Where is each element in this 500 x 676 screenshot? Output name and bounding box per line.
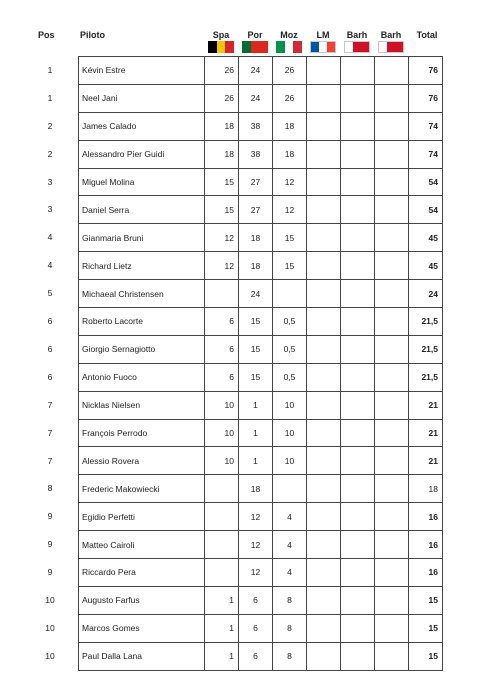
points-spa: 10 [205, 419, 239, 447]
points-por: 15 [239, 363, 273, 391]
points-spa: 1 [205, 614, 239, 642]
header-por: Por [247, 30, 263, 40]
position-label: 1 [47, 92, 53, 103]
header-spa: Spa [212, 30, 230, 40]
points-barh2 [375, 447, 409, 475]
points-barh1 [341, 252, 375, 280]
table-row [79, 224, 443, 252]
total-points: 21 [409, 419, 443, 447]
points-por: 12 [239, 559, 273, 587]
points-moz: 10 [273, 447, 307, 475]
points-moz [273, 475, 307, 503]
pilot-name: Giorgio Sernagiotto [79, 335, 205, 363]
points-moz: 4 [273, 559, 307, 587]
points-lm [307, 586, 341, 614]
flag-stripe [293, 41, 302, 53]
points-barh1 [341, 614, 375, 642]
table-row [79, 168, 443, 196]
total-points: 54 [409, 168, 443, 196]
standings-table [78, 56, 443, 671]
pilot-name: Miguel Molina [79, 168, 205, 196]
points-spa: 10 [205, 391, 239, 419]
table-row [79, 419, 443, 447]
points-por: 12 [239, 503, 273, 531]
total-points: 15 [409, 614, 443, 642]
points-barh2 [375, 168, 409, 196]
points-spa: 12 [205, 252, 239, 280]
points-lm [307, 531, 341, 559]
header-moz: Moz [280, 30, 298, 40]
pilot-name: Frederic Makowiecki [79, 475, 205, 503]
total-points: 21,5 [409, 363, 443, 391]
points-por: 18 [239, 475, 273, 503]
points-barh1 [341, 335, 375, 363]
points-por: 38 [239, 140, 273, 168]
pilot-name: Paul Dalla Lana [79, 642, 205, 670]
points-moz: 4 [273, 531, 307, 559]
points-lm [307, 559, 341, 587]
total-points: 15 [409, 642, 443, 670]
position-label: 3 [47, 204, 53, 215]
points-moz: 8 [273, 642, 307, 670]
points-barh2 [375, 112, 409, 140]
points-barh2 [375, 196, 409, 224]
points-barh2 [375, 84, 409, 112]
points-lm [307, 447, 341, 475]
points-barh1 [341, 559, 375, 587]
points-por: 27 [239, 196, 273, 224]
points-por: 1 [239, 419, 273, 447]
points-barh2 [375, 614, 409, 642]
points-barh2 [375, 140, 409, 168]
table-row [79, 503, 443, 531]
points-spa [205, 475, 239, 503]
position-label: 4 [47, 232, 53, 243]
header-pos: Pos [38, 30, 55, 40]
points-barh2 [375, 335, 409, 363]
points-spa: 1 [205, 642, 239, 670]
pilot-name: James Calado [79, 112, 205, 140]
points-barh2 [375, 531, 409, 559]
points-moz: 0,5 [273, 363, 307, 391]
points-lm [307, 224, 341, 252]
points-spa: 6 [205, 363, 239, 391]
pilot-name: Roberto Lacorte [79, 308, 205, 336]
points-barh1 [341, 642, 375, 670]
points-barh2 [375, 503, 409, 531]
points-spa [205, 559, 239, 587]
points-barh1 [341, 363, 375, 391]
table-row [79, 614, 443, 642]
table-row [79, 531, 443, 559]
points-spa: 6 [205, 335, 239, 363]
flag-stripe [379, 42, 387, 52]
table-row [79, 196, 443, 224]
points-por: 18 [239, 252, 273, 280]
table-row [79, 57, 443, 85]
header-total: Total [416, 30, 438, 40]
flag-stripe [311, 42, 319, 52]
points-barh2 [375, 559, 409, 587]
points-spa: 15 [205, 196, 239, 224]
points-spa: 1 [205, 586, 239, 614]
points-por: 24 [239, 57, 273, 85]
table-row [79, 642, 443, 670]
table-row [79, 559, 443, 587]
table-row [79, 308, 443, 336]
points-por: 38 [239, 112, 273, 140]
points-spa: 10 [205, 447, 239, 475]
standings-table-body [79, 57, 443, 671]
total-points: 54 [409, 196, 443, 224]
pilot-name: Alessio Rovera [79, 447, 205, 475]
total-points: 16 [409, 559, 443, 587]
position-label: 10 [45, 650, 55, 661]
points-moz: 15 [273, 252, 307, 280]
header-barh-1: Barh [346, 30, 368, 40]
points-barh2 [375, 419, 409, 447]
pilot-name: Riccardo Pera [79, 559, 205, 587]
points-barh2 [375, 642, 409, 670]
points-barh1 [341, 419, 375, 447]
points-por: 15 [239, 335, 273, 363]
flag-stripe [387, 42, 403, 52]
points-barh2 [375, 57, 409, 85]
total-points: 74 [409, 140, 443, 168]
points-barh1 [341, 308, 375, 336]
flag-stripe [242, 41, 251, 53]
points-barh1 [341, 168, 375, 196]
points-por: 1 [239, 447, 273, 475]
position-label: 7 [47, 399, 53, 410]
position-label: 3 [47, 176, 53, 187]
points-moz: 18 [273, 140, 307, 168]
bahrain-flag-2 [378, 41, 404, 53]
points-barh1 [341, 224, 375, 252]
pilot-name: Marcos Gomes [79, 614, 205, 642]
points-barh1 [341, 447, 375, 475]
points-lm [307, 308, 341, 336]
total-points: 24 [409, 280, 443, 308]
points-lm [307, 335, 341, 363]
points-lm [307, 642, 341, 670]
points-por: 6 [239, 614, 273, 642]
flag-stripe [251, 41, 260, 53]
points-lm [307, 475, 341, 503]
portugal-flag [242, 41, 268, 53]
header-barh-2: Barh [380, 30, 402, 40]
points-lm [307, 391, 341, 419]
points-spa: 6 [205, 308, 239, 336]
italy-flag [276, 41, 302, 53]
points-moz: 10 [273, 391, 307, 419]
pilot-name: Egidio Perfetti [79, 503, 205, 531]
position-label: 10 [45, 595, 55, 606]
points-barh1 [341, 280, 375, 308]
points-moz: 10 [273, 419, 307, 447]
pilot-name: Nicklas Nielsen [79, 391, 205, 419]
points-spa: 12 [205, 224, 239, 252]
flag-stripe [285, 41, 294, 53]
points-lm [307, 419, 341, 447]
points-spa: 26 [205, 57, 239, 85]
table-row [79, 586, 443, 614]
position-label: 5 [47, 288, 53, 299]
total-points: 16 [409, 503, 443, 531]
position-label: 6 [47, 343, 53, 354]
points-lm [307, 57, 341, 85]
position-label: 6 [47, 316, 53, 327]
points-lm [307, 252, 341, 280]
points-moz: 8 [273, 614, 307, 642]
points-lm [307, 140, 341, 168]
table-row [79, 391, 443, 419]
pilot-name: Gianmaria Bruni [79, 224, 205, 252]
pilot-name: François Perrodo [79, 419, 205, 447]
position-label: 2 [47, 120, 53, 131]
position-label: 9 [47, 511, 53, 522]
total-points: 16 [409, 531, 443, 559]
table-row [79, 280, 443, 308]
points-moz: 12 [273, 196, 307, 224]
points-moz: 12 [273, 168, 307, 196]
pilot-name: Michaeal Christensen [79, 280, 205, 308]
position-label: 8 [47, 483, 53, 494]
pilot-name: Kévin Estre [79, 57, 205, 85]
points-barh1 [341, 503, 375, 531]
total-points: 15 [409, 586, 443, 614]
points-lm [307, 280, 341, 308]
points-moz: 18 [273, 112, 307, 140]
points-barh2 [375, 586, 409, 614]
points-moz: 0,5 [273, 335, 307, 363]
points-por: 27 [239, 168, 273, 196]
pilot-name: Alessandro Pier Guidi [79, 140, 205, 168]
points-barh1 [341, 196, 375, 224]
pilot-name: Matteo Cairoli [79, 531, 205, 559]
position-label: 7 [47, 455, 53, 466]
header-lm: LM [316, 30, 330, 40]
total-points: 18 [409, 475, 443, 503]
table-row [79, 335, 443, 363]
table-row [79, 140, 443, 168]
table-row [79, 363, 443, 391]
pilot-name: Neel Jani [79, 84, 205, 112]
points-por: 6 [239, 642, 273, 670]
points-spa: 26 [205, 84, 239, 112]
points-por: 24 [239, 280, 273, 308]
points-lm [307, 84, 341, 112]
points-lm [307, 614, 341, 642]
position-label: 9 [47, 539, 53, 550]
header-pilot: Piloto [80, 30, 105, 40]
total-points: 76 [409, 84, 443, 112]
points-barh2 [375, 475, 409, 503]
points-barh1 [341, 84, 375, 112]
points-barh2 [375, 280, 409, 308]
table-row [79, 252, 443, 280]
france-flag [310, 41, 336, 53]
pilot-name: Augusto Farfus [79, 586, 205, 614]
points-lm [307, 196, 341, 224]
flag-stripe [327, 42, 335, 52]
points-moz: 15 [273, 224, 307, 252]
flag-stripe [208, 41, 217, 53]
points-moz: 0,5 [273, 308, 307, 336]
points-por: 12 [239, 531, 273, 559]
points-barh1 [341, 531, 375, 559]
points-moz [273, 280, 307, 308]
bahrain-flag-1 [344, 41, 370, 53]
flag-stripe [259, 41, 268, 53]
position-label: 1 [47, 64, 53, 75]
points-por: 24 [239, 84, 273, 112]
flag-stripe [353, 42, 369, 52]
pilot-name: Antonio Fuoco [79, 363, 205, 391]
pilot-name: Richard Lietz [79, 252, 205, 280]
points-lm [307, 503, 341, 531]
belgium-flag [208, 41, 234, 53]
points-por: 1 [239, 391, 273, 419]
total-points: 21,5 [409, 335, 443, 363]
points-barh2 [375, 252, 409, 280]
total-points: 74 [409, 112, 443, 140]
points-por: 18 [239, 224, 273, 252]
points-barh1 [341, 391, 375, 419]
flag-stripe [345, 42, 353, 52]
points-spa: 18 [205, 140, 239, 168]
points-spa [205, 280, 239, 308]
position-label: 6 [47, 371, 53, 382]
table-row [79, 84, 443, 112]
points-lm [307, 112, 341, 140]
table-row [79, 475, 443, 503]
table-row [79, 112, 443, 140]
points-barh2 [375, 391, 409, 419]
position-label: 10 [45, 622, 55, 633]
points-spa [205, 503, 239, 531]
position-label: 4 [47, 260, 53, 271]
total-points: 76 [409, 57, 443, 85]
flag-stripe [319, 42, 327, 52]
position-label: 7 [47, 427, 53, 438]
points-barh1 [341, 57, 375, 85]
total-points: 45 [409, 252, 443, 280]
points-spa: 15 [205, 168, 239, 196]
points-moz: 4 [273, 503, 307, 531]
points-barh2 [375, 224, 409, 252]
points-barh1 [341, 140, 375, 168]
points-moz: 26 [273, 84, 307, 112]
total-points: 21,5 [409, 308, 443, 336]
position-label: 2 [47, 148, 53, 159]
total-points: 21 [409, 447, 443, 475]
table-row [79, 447, 443, 475]
points-barh1 [341, 112, 375, 140]
points-barh2 [375, 308, 409, 336]
points-moz: 26 [273, 57, 307, 85]
points-moz: 8 [273, 586, 307, 614]
total-points: 45 [409, 224, 443, 252]
points-barh2 [375, 363, 409, 391]
points-spa: 18 [205, 112, 239, 140]
points-barh1 [341, 586, 375, 614]
flag-stripe [225, 41, 234, 53]
position-label: 9 [47, 567, 53, 578]
points-por: 15 [239, 308, 273, 336]
points-por: 6 [239, 586, 273, 614]
flag-stripe [276, 41, 285, 53]
pilot-name: Daniel Serra [79, 196, 205, 224]
points-spa [205, 531, 239, 559]
points-lm [307, 363, 341, 391]
total-points: 21 [409, 391, 443, 419]
points-lm [307, 168, 341, 196]
points-barh1 [341, 475, 375, 503]
flag-stripe [217, 41, 226, 53]
